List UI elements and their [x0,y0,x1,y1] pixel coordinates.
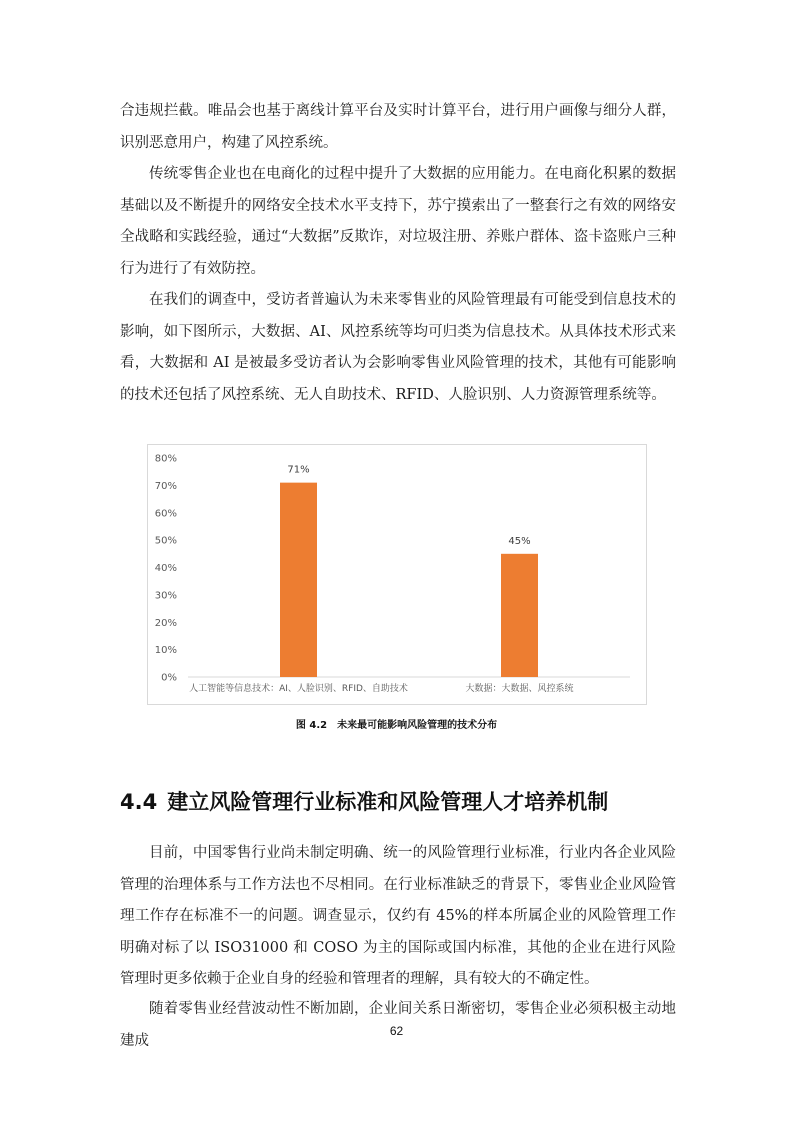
x-category-label: 大数据：大数据、风控系统 [465,684,574,694]
figure-number: 图 4.2 [295,720,328,731]
section-title: 建立风险管理行业标准和风险管理人才培养机制 [167,790,609,814]
paragraph-standards: 目前，中国零售行业尚未制定明确、统一的风险管理行业标准，行业内各企业风险管理的治理体系与工作方法也不尽相同。在行业标准缺乏的背景下，零售业企业风险管理工作存在标准不一的问题。调查显示，仅约有 45%的样本所属企业的风险管理工作明确对标了以 ISO31000 和 COSO 为主的国际或国内标准，其他的企业在进行风险管理时更多依赖于企业自身的经验和管理者的理解，具有较大的不确定性。 [120,845,676,987]
y-tick-label: 30% [154,590,177,602]
section-heading [120,786,608,816]
y-tick-label: 80% [154,453,177,465]
figure-caption [0,716,793,731]
y-tick-label: 0% [161,672,177,684]
bar-data-label: 71% [287,464,310,476]
x-category-label: 人工智能等信息技术：AI、人脸识别、RFID、自助技术 [189,684,408,694]
bar-chart-svg [148,445,646,704]
paragraph-last: 随着零售业经营波动性不断加剧，企业间关系日渐密切，零售企业必须积极主动地建成 [120,1001,676,1049]
paragraph-survey: 在我们的调查中，受访者普遍认为未来零售业的风险管理最有可能受到信息技术的影响，如下图所示，大数据、AI、风控系统等均可归类为信息技术。从具体技术形式来看，大数据和 AI 是被最多受访者认为会影响零售业风险管理的技术，其他有可能影响的技术还包括了风控系统、无人自助技术、RFID、人脸识别、人力资源管理系统等。 [120,292,676,403]
page-number: 62 [389,1024,404,1038]
bar [280,483,317,677]
paragraph-continued: 合违规拦截。唯品会也基于离线计算平台及实时计算平台，进行用户画像与细分人群，识别恶意用户，构建了风控系统。 [120,103,676,151]
bar-chart [147,444,647,705]
y-tick-label: 60% [154,508,177,520]
bar [501,554,538,677]
y-tick-label: 50% [154,535,177,547]
figure-title: 未来最可能影响风险管理的技术分布 [337,720,498,731]
y-tick-label: 20% [154,617,177,629]
paragraph-traditional-retail: 传统零售企业也在电商化的过程中提升了大数据的应用能力。在电商化积累的数据基础以及不断提升的网络安全技术水平支持下，苏宁摸索出了一整套行之有效的网络安全战略和实践经验，通过“大数据”反欺诈，对垃圾注册、养账户群体、盗卡盗账户三种行为进行了有效防控。 [120,166,676,277]
y-tick-label: 10% [154,645,177,657]
y-tick-label: 70% [154,480,177,492]
bar-data-label: 45% [508,535,531,547]
section-number: 4.4 [120,790,158,814]
y-tick-label: 40% [154,563,177,574]
